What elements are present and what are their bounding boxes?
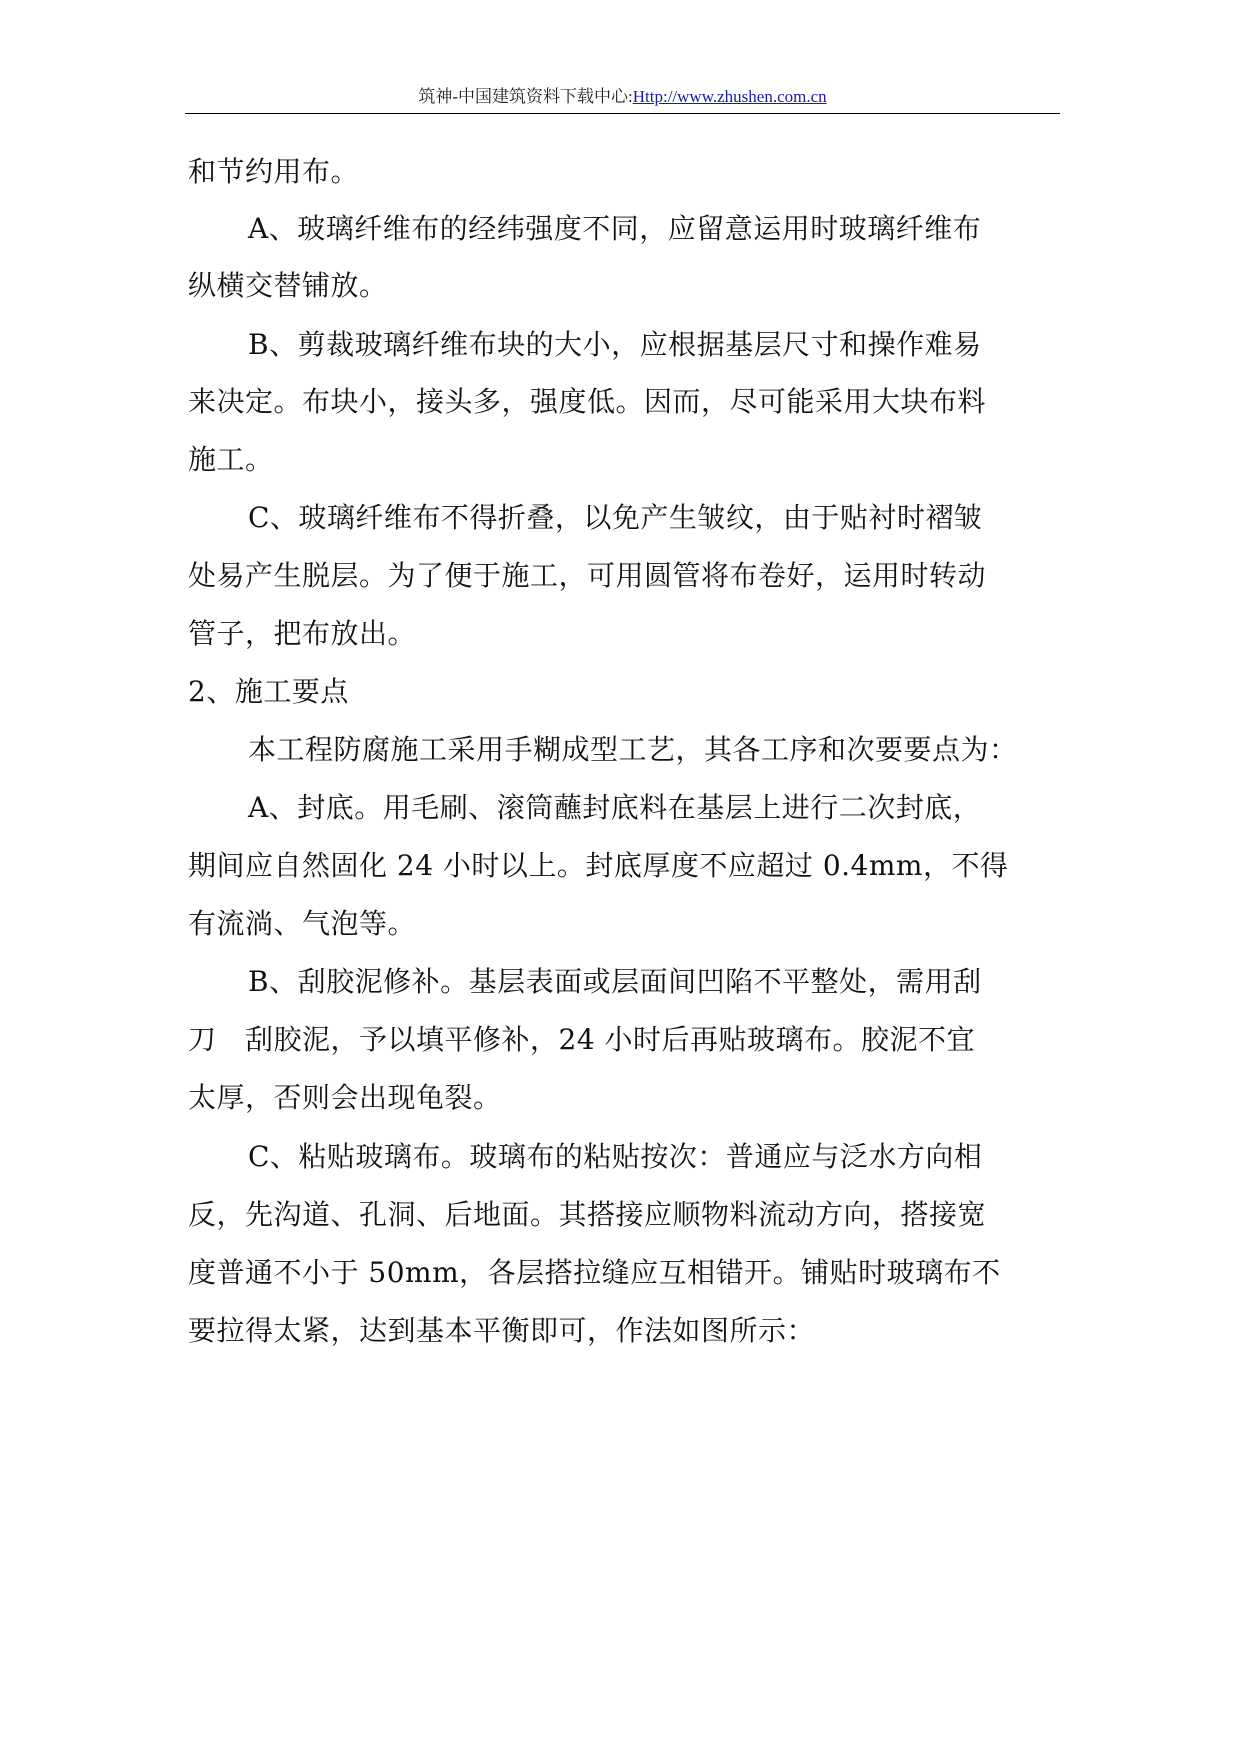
text-line: 纵横交替铺放。 bbox=[188, 269, 388, 302]
text-line: 期间应自然固化 24 小时以上。封底厚度不应超过 0.4mm，不得 bbox=[188, 849, 1009, 882]
paragraph-b-line: B、剪裁玻璃纤维布块的大小，应根据基层尺寸和操作难易 bbox=[248, 328, 982, 361]
paragraph-a-line: A、玻璃纤维布的经纬强度不同，应留意运用时玻璃纤维布 bbox=[248, 212, 982, 245]
text-line: 刀 刮胶泥，予以填平修补，24 小时后再贴玻璃布。胶泥不宜 bbox=[188, 1023, 976, 1056]
text-line: 度普通不小于 50mm，各层搭拉缝应互相错开。铺贴时玻璃布不 bbox=[188, 1256, 1001, 1289]
text-line: 反，先沟道、孔洞、后地面。其搭接应顺物料流动方向，搭接宽 bbox=[188, 1198, 987, 1231]
text-line: 要拉得太紧，达到基本平衡即可，作法如图所示： bbox=[188, 1314, 816, 1347]
header-divider bbox=[185, 113, 1060, 114]
step-b-line: B、刮胶泥修补。基层表面或层面间凹陷不平整处，需用刮 bbox=[248, 965, 982, 998]
step-a-line: A、封底。用毛刷、滚筒蘸封底料在基层上进行二次封底， bbox=[248, 791, 982, 824]
text-line: 太厚，否则会出现龟裂。 bbox=[188, 1081, 502, 1114]
intro-line: 本工程防腐施工采用手糊成型工艺，其各工序和次要要点为： bbox=[248, 733, 1018, 766]
text-line: 来决定。布块小，接头多，强度低。因而，尽可能采用大块布料 bbox=[188, 385, 987, 418]
step-c-line: C、粘贴玻璃布。玻璃布的粘贴按次：普通应与泛水方向相 bbox=[248, 1140, 983, 1173]
text-line: 处易产生脱层。为了便于施工，可用圆管将布卷好，运用时转动 bbox=[188, 559, 987, 592]
page-header bbox=[185, 86, 1060, 108]
text-line: 施工。 bbox=[188, 443, 274, 476]
text-line: 管子，把布放出。 bbox=[188, 617, 417, 650]
text-line: 和节约用布。 bbox=[188, 155, 360, 188]
paragraph-c-line: C、玻璃纤维布不得折叠，以免产生皱纹，由于贴衬时褶皱 bbox=[248, 501, 983, 534]
text-line: 有流淌、气泡等。 bbox=[188, 907, 417, 940]
section-heading: 2、施工要点 bbox=[188, 675, 349, 708]
header-site-name: 筑神-中国建筑资料下载中心: bbox=[418, 87, 633, 106]
header-url-link[interactable]: Http://www.zhushen.com.cn bbox=[632, 87, 827, 106]
